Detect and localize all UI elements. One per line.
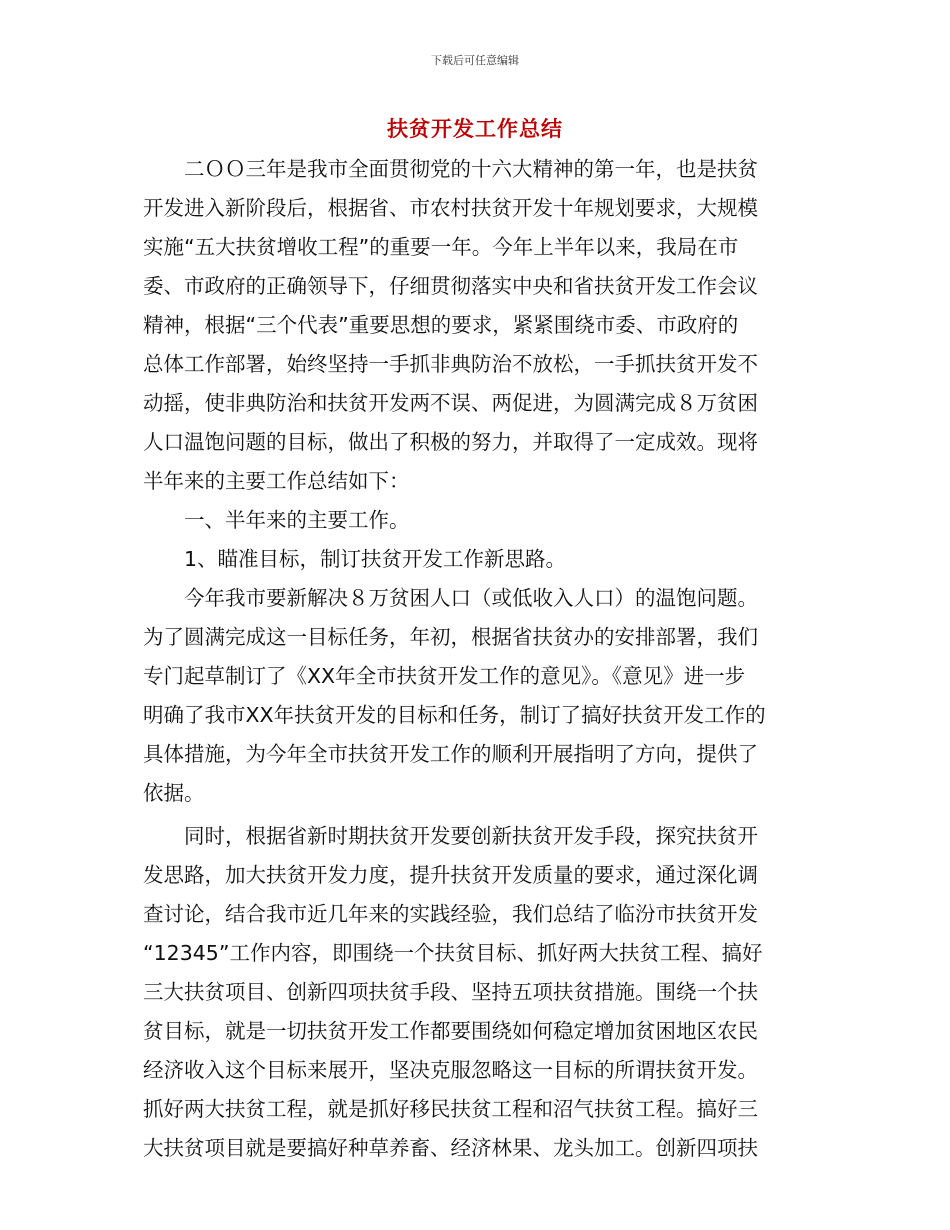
body-line: 抓好两大扶贫工程，就是抓好移民扶贫工程和沼气扶贫工程。搞好三 [143,1097,758,1121]
body-line: 三大扶贫项目、创新四项扶贫手段、坚持五项扶贫措施。围绕一个扶 [143,980,758,1004]
body-line: “12345”工作内容，即围绕一个扶贫目标、抓好两大扶贫工程、搞好 [143,941,763,965]
body-line: 具体措施，为今年全市扶贫开发工作的顺利开展指明了方向，提供了 [143,742,758,766]
body-line: 开发进入新阶段后，根据省、市农村扶贫开发十年规划要求，大规模 [143,196,758,220]
document-body [143,150,808,1168]
subsection-heading: 1、瞄准目标，制订扶贫开发工作新思路。 [143,547,567,571]
section-heading: 一、半年来的主要工作。 [143,508,410,532]
body-line: 总体工作部署，始终坚持一手抓非典防治不放松，一手抓扶贫开发不 [143,352,758,376]
body-line: 二ＯＯ三年是我市全面贯彻党的十六大精神的第一年，也是扶贫 [143,157,758,181]
body-line: 大扶贫项目就是要搞好种草养畜、经济林果、龙头加工。创新四项扶 [143,1136,758,1160]
document-title: 扶贫开发工作总结 [387,117,563,141]
body-line: 实施“五大扶贫增收工程”的重要一年。今年上半年以来，我局在市 [143,235,739,259]
body-line: 贫目标，就是一切扶贫开发工作都要围绕如何稳定增加贫困地区农民 [143,1019,758,1043]
body-line: 明确了我市XX年扶贫开发的目标和任务，制订了搞好扶贫开发工作的 [143,703,766,727]
body-line: 人口温饱问题的目标，做出了积极的努力，并取得了一定成效。现将 [143,430,758,454]
body-line: 精神，根据“三个代表”重要思想的要求，紧紧围绕市委、市政府的 [143,313,739,337]
body-line: 专门起草制订了《XX年全市扶贫开发工作的意见》。《意见》进一步 [143,664,746,688]
body-line: 委、市政府的正确领导下，仔细贯彻落实中央和省扶贫开发工作会议 [143,274,758,298]
body-line: 发思路，加大扶贫开发力度，提升扶贫开发质量的要求，通过深化调 [143,863,758,887]
body-line: 查讨论，结合我市近几年来的实践经验，我们总结了临汾市扶贫开发 [143,902,758,926]
body-line: 同时，根据省新时期扶贫开发要创新扶贫开发手段，探究扶贫开 [143,824,758,848]
header-note: 下载后可任意编辑 [431,54,519,67]
body-line: 经济收入这个目标来展开，坚决克服忽略这一目标的所谓扶贫开发。 [143,1058,758,1082]
body-line: 今年我市要新解决８万贫困人口（或低收入人口）的温饱问题。 [143,586,758,610]
body-line: 半年来的主要工作总结如下： [143,469,410,493]
body-line: 为了圆满完成这一目标任务，年初，根据省扶贫办的安排部署，我们 [143,625,758,649]
body-line: 依据。 [143,781,205,805]
body-line: 动摇，使非典防治和扶贫开发两不误、两促进，为圆满完成８万贫困 [143,391,758,415]
